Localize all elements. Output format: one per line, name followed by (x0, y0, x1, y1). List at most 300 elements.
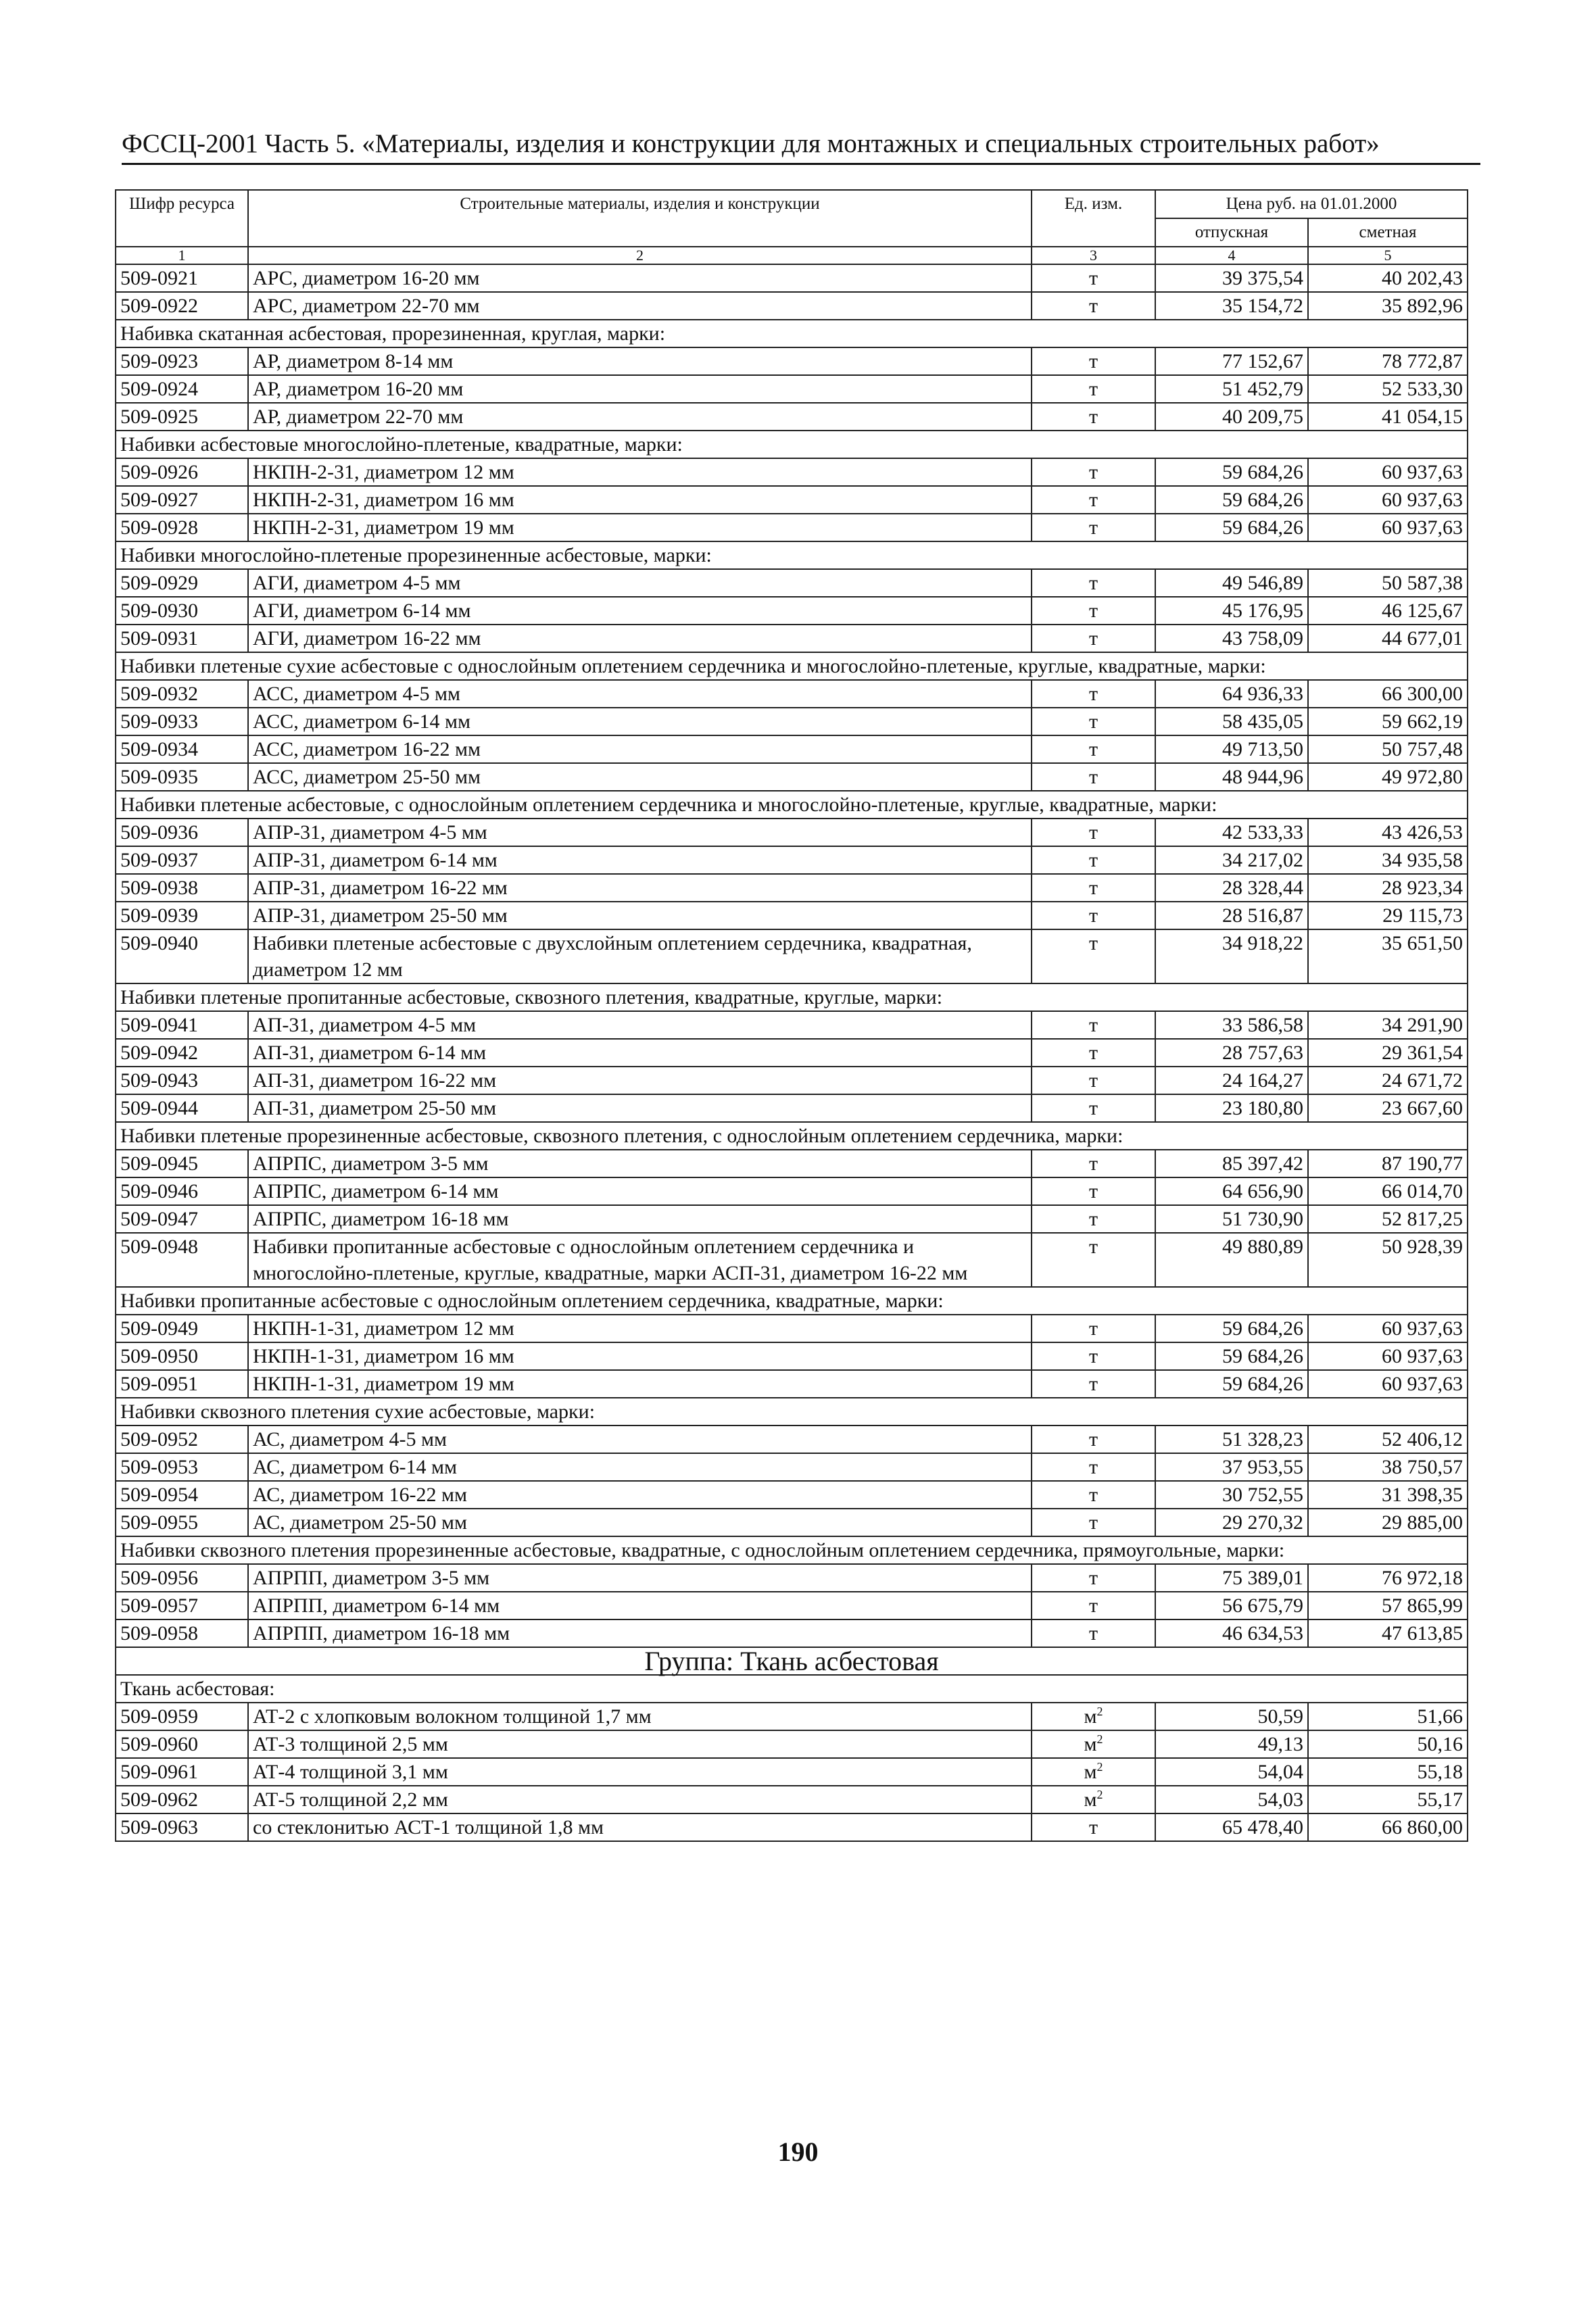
unit-cell (1032, 458, 1155, 486)
release-price: 34 918,22 (1155, 929, 1308, 983)
resource-code: 509-0955 (116, 1509, 248, 1536)
estimate-price: 29 885,00 (1308, 1509, 1468, 1536)
table-row (116, 403, 1468, 431)
material-name: Набивки пропитанные асбестовые с однослойным оплетением сердечника и многослойно-плетеные, круглые, квадратные, марки АСП-31, диаметром 16-22 мм (248, 1233, 1032, 1287)
unit-cell (1032, 1011, 1155, 1039)
estimate-price: 55,17 (1308, 1786, 1468, 1813)
unit-text: т (1088, 1428, 1098, 1451)
unit-cell (1032, 763, 1155, 791)
resource-code: 509-0937 (116, 846, 248, 874)
release-price: 49 880,89 (1155, 1233, 1308, 1287)
table-row (116, 292, 1468, 320)
unit-cell (1032, 292, 1155, 320)
release-price: 49 713,50 (1155, 735, 1308, 763)
table-row (116, 763, 1468, 791)
release-price: 28 516,87 (1155, 902, 1308, 929)
release-price: 40 209,75 (1155, 403, 1308, 431)
resource-code: 509-0962 (116, 1786, 248, 1813)
resource-code: 509-0946 (116, 1177, 248, 1205)
material-name: АСС, диаметром 16-22 мм (248, 735, 1032, 763)
table-row (116, 1011, 1468, 1039)
release-price: 64 936,33 (1155, 680, 1308, 708)
unit-text: т (1088, 267, 1098, 289)
resource-code: 509-0931 (116, 625, 248, 652)
unit-text: т (1088, 1622, 1098, 1644)
column-number: 3 (1032, 247, 1155, 264)
release-price: 59 684,26 (1155, 1370, 1308, 1398)
estimate-price: 38 750,57 (1308, 1453, 1468, 1481)
release-price: 54,04 (1155, 1758, 1308, 1786)
section-heading: Набивки асбестовые многослойно-плетеные, квадратные, марки: (116, 431, 1468, 458)
unit-text: т (1088, 1042, 1098, 1064)
estimate-price: 50 928,39 (1308, 1233, 1468, 1287)
resource-code: 509-0930 (116, 597, 248, 625)
resource-code: 509-0926 (116, 458, 248, 486)
section-heading: Набивки многослойно-плетеные прорезиненные асбестовые, марки: (116, 541, 1468, 569)
unit-cell (1032, 819, 1155, 846)
release-price: 58 435,05 (1155, 708, 1308, 735)
release-price: 59 684,26 (1155, 458, 1308, 486)
unit-cell (1032, 1425, 1155, 1453)
resource-code: 509-0957 (116, 1592, 248, 1619)
unit-cell (1032, 1813, 1155, 1841)
resource-code: 509-0921 (116, 264, 248, 292)
unit-text: т (1088, 350, 1098, 372)
unit-cell (1032, 1758, 1155, 1786)
section-heading: Набивки пропитанные асбестовые с однослойным оплетением сердечника, квадратные, марки: (116, 1287, 1468, 1315)
release-price: 46 634,53 (1155, 1619, 1308, 1647)
unit-cell (1032, 1315, 1155, 1342)
material-name: АС, диаметром 16-22 мм (248, 1481, 1032, 1509)
section-heading-row (116, 431, 1468, 458)
unit-text: т (1088, 572, 1098, 594)
unit-text: т (1088, 1511, 1098, 1534)
unit-cell (1032, 708, 1155, 735)
group-row (116, 1647, 1468, 1675)
resource-code: 509-0934 (116, 735, 248, 763)
unit-cell (1032, 486, 1155, 514)
release-price: 56 675,79 (1155, 1592, 1308, 1619)
unit-text: т (1088, 1236, 1098, 1258)
unit-cell (1032, 1453, 1155, 1481)
resource-code: 509-0941 (116, 1011, 248, 1039)
resource-code: 509-0944 (116, 1094, 248, 1122)
resource-code: 509-0942 (116, 1039, 248, 1067)
page-header: ФССЦ-2001 Часть 5. «Материалы, изделия и конструкции для монтажных и специальных строительных работ» (122, 128, 1480, 165)
table-row (116, 458, 1468, 486)
material-name: АПРПП, диаметром 6-14 мм (248, 1592, 1032, 1619)
table-row (116, 1453, 1468, 1481)
estimate-price: 66 860,00 (1308, 1813, 1468, 1841)
material-name: АПР-31, диаметром 25-50 мм (248, 902, 1032, 929)
material-name: АПРПС, диаметром 16-18 мм (248, 1205, 1032, 1233)
release-price: 35 154,72 (1155, 292, 1308, 320)
section-heading-row (116, 1675, 1468, 1703)
release-price: 85 397,42 (1155, 1150, 1308, 1177)
table-row (116, 1813, 1468, 1841)
unit-cell (1032, 597, 1155, 625)
estimate-price: 40 202,43 (1308, 264, 1468, 292)
table-row (116, 1315, 1468, 1342)
release-price: 59 684,26 (1155, 1315, 1308, 1342)
material-name: АГИ, диаметром 6-14 мм (248, 597, 1032, 625)
table-body (116, 264, 1468, 1841)
unit-text: т (1088, 1594, 1098, 1617)
unit-cell (1032, 874, 1155, 902)
material-name: АР, диаметром 16-20 мм (248, 375, 1032, 403)
material-name: АПР-31, диаметром 16-22 мм (248, 874, 1032, 902)
unit-text: т (1088, 1180, 1098, 1202)
unit-cell (1032, 1067, 1155, 1094)
header-name: Строительные материалы, изделия и конструкции (248, 190, 1032, 247)
unit-text: т (1088, 378, 1098, 400)
release-price: 48 944,96 (1155, 763, 1308, 791)
table-row (116, 874, 1468, 902)
page-number: 190 (777, 2137, 819, 2167)
unit-cell (1032, 902, 1155, 929)
table-row (116, 1342, 1468, 1370)
release-price: 65 478,40 (1155, 1813, 1308, 1841)
unit-text: м (1084, 1761, 1097, 1783)
header-estimate-price: сметная (1308, 218, 1468, 247)
release-price: 29 270,32 (1155, 1509, 1308, 1536)
unit-text: т (1088, 766, 1098, 788)
table-row (116, 597, 1468, 625)
release-price: 23 180,80 (1155, 1094, 1308, 1122)
unit-superscript: 2 (1096, 1705, 1103, 1718)
unit-text: т (1088, 1152, 1098, 1175)
table-row (116, 1619, 1468, 1647)
unit-cell (1032, 347, 1155, 375)
resource-code: 509-0924 (116, 375, 248, 403)
unit-text: т (1088, 461, 1098, 483)
resource-code: 509-0940 (116, 929, 248, 983)
release-price: 49 546,89 (1155, 569, 1308, 597)
table-row (116, 1703, 1468, 1730)
resource-code: 509-0956 (116, 1564, 248, 1592)
resource-code: 509-0951 (116, 1370, 248, 1398)
material-name: АР, диаметром 8-14 мм (248, 347, 1032, 375)
material-name: АТ-5 толщиной 2,2 мм (248, 1786, 1032, 1813)
unit-cell (1032, 1150, 1155, 1177)
release-price: 39 375,54 (1155, 264, 1308, 292)
unit-text: м (1084, 1733, 1097, 1755)
material-name: АСС, диаметром 25-50 мм (248, 763, 1032, 791)
material-name: АСС, диаметром 6-14 мм (248, 708, 1032, 735)
unit-text: м (1084, 1788, 1097, 1811)
unit-cell (1032, 846, 1155, 874)
section-heading-row (116, 1536, 1468, 1564)
release-price: 77 152,67 (1155, 347, 1308, 375)
table-row (116, 486, 1468, 514)
material-name: АПРПС, диаметром 3-5 мм (248, 1150, 1032, 1177)
estimate-price: 60 937,63 (1308, 1370, 1468, 1398)
unit-cell (1032, 1564, 1155, 1592)
material-name: АПР-31, диаметром 4-5 мм (248, 819, 1032, 846)
material-name: АС, диаметром 4-5 мм (248, 1425, 1032, 1453)
table-row (116, 1370, 1468, 1398)
table-row (116, 1039, 1468, 1067)
release-price: 51 452,79 (1155, 375, 1308, 403)
section-heading: Набивки плетеные сухие асбестовые с однослойным оплетением сердечника и многослойно-плетеные, круглые, квадратные, марки: (116, 652, 1468, 680)
unit-text: т (1088, 904, 1098, 927)
estimate-price: 87 190,77 (1308, 1150, 1468, 1177)
resource-code: 509-0923 (116, 347, 248, 375)
resource-code: 509-0948 (116, 1233, 248, 1287)
material-name: АПРПП, диаметром 3-5 мм (248, 1564, 1032, 1592)
table-row (116, 514, 1468, 541)
unit-text: т (1088, 821, 1098, 844)
resource-code: 509-0929 (116, 569, 248, 597)
release-price: 59 684,26 (1155, 1342, 1308, 1370)
header-unit: Ед. изм. (1032, 190, 1155, 247)
material-name: АПР-31, диаметром 6-14 мм (248, 846, 1032, 874)
estimate-price: 34 935,58 (1308, 846, 1468, 874)
estimate-price: 47 613,85 (1308, 1619, 1468, 1647)
estimate-price: 57 865,99 (1308, 1592, 1468, 1619)
release-price: 45 176,95 (1155, 597, 1308, 625)
unit-text: т (1088, 1373, 1098, 1395)
unit-text: т (1088, 932, 1098, 954)
section-heading-row (116, 1398, 1468, 1425)
table-row (116, 1205, 1468, 1233)
estimate-price: 52 533,30 (1308, 375, 1468, 403)
estimate-price: 60 937,63 (1308, 1315, 1468, 1342)
unit-text: т (1088, 295, 1098, 317)
price-table (115, 189, 1468, 1842)
estimate-price: 55,18 (1308, 1758, 1468, 1786)
unit-cell (1032, 375, 1155, 403)
estimate-price: 60 937,63 (1308, 1342, 1468, 1370)
estimate-price: 76 972,18 (1308, 1564, 1468, 1592)
estimate-price: 50 757,48 (1308, 735, 1468, 763)
release-price: 59 684,26 (1155, 514, 1308, 541)
estimate-price: 78 772,87 (1308, 347, 1468, 375)
material-name: НКПН-1-31, диаметром 19 мм (248, 1370, 1032, 1398)
release-price: 28 328,44 (1155, 874, 1308, 902)
table-row (116, 1786, 1468, 1813)
resource-code: 509-0945 (116, 1150, 248, 1177)
header-price: Цена руб. на 01.01.2000 (1155, 190, 1468, 218)
section-heading-row (116, 652, 1468, 680)
section-heading: Набивки плетеные пропитанные асбестовые, сквозного плетения, квадратные, круглые, марки: (116, 983, 1468, 1011)
material-name: АР, диаметром 22-70 мм (248, 403, 1032, 431)
material-name: АПРПС, диаметром 6-14 мм (248, 1177, 1032, 1205)
unit-text: т (1088, 600, 1098, 622)
material-name: АСС, диаметром 4-5 мм (248, 680, 1032, 708)
unit-text: т (1088, 1317, 1098, 1340)
section-heading-row (116, 541, 1468, 569)
unit-text: т (1088, 1069, 1098, 1092)
material-name: НКПН-1-31, диаметром 12 мм (248, 1315, 1032, 1342)
table-row (116, 1481, 1468, 1509)
resource-code: 509-0938 (116, 874, 248, 902)
table-row (116, 569, 1468, 597)
resource-code: 509-0954 (116, 1481, 248, 1509)
material-name: АС, диаметром 6-14 мм (248, 1453, 1032, 1481)
release-price: 30 752,55 (1155, 1481, 1308, 1509)
unit-cell (1032, 1233, 1155, 1287)
estimate-price: 35 651,50 (1308, 929, 1468, 983)
material-name: АРС, диаметром 16-20 мм (248, 264, 1032, 292)
unit-text: т (1088, 1345, 1098, 1367)
table-row (116, 735, 1468, 763)
section-heading-row (116, 320, 1468, 347)
unit-cell (1032, 1509, 1155, 1536)
unit-text: т (1088, 406, 1098, 428)
column-number: 5 (1308, 247, 1468, 264)
estimate-price: 34 291,90 (1308, 1011, 1468, 1039)
material-name: НКПН-1-31, диаметром 16 мм (248, 1342, 1032, 1370)
unit-cell (1032, 403, 1155, 431)
unit-cell (1032, 1177, 1155, 1205)
unit-text: м (1084, 1705, 1097, 1728)
release-price: 51 730,90 (1155, 1205, 1308, 1233)
resource-code: 509-0922 (116, 292, 248, 320)
unit-cell (1032, 1205, 1155, 1233)
estimate-price: 29 115,73 (1308, 902, 1468, 929)
unit-cell (1032, 1592, 1155, 1619)
section-heading: Набивка скатанная асбестовая, прорезиненная, круглая, марки: (116, 320, 1468, 347)
resource-code: 509-0958 (116, 1619, 248, 1647)
table-row (116, 1425, 1468, 1453)
resource-code: 509-0927 (116, 486, 248, 514)
resource-code: 509-0936 (116, 819, 248, 846)
material-name: АГИ, диаметром 4-5 мм (248, 569, 1032, 597)
unit-text: т (1088, 1456, 1098, 1478)
table-row (116, 1067, 1468, 1094)
unit-cell (1032, 569, 1155, 597)
estimate-price: 23 667,60 (1308, 1094, 1468, 1122)
section-heading: Набивки сквозного плетения прорезиненные асбестовые, квадратные, с однослойным оплетением сердечника, прямоугольные, марки: (116, 1536, 1468, 1564)
resource-code: 509-0959 (116, 1703, 248, 1730)
unit-cell (1032, 625, 1155, 652)
table-row (116, 1094, 1468, 1122)
release-price: 24 164,27 (1155, 1067, 1308, 1094)
resource-code: 509-0950 (116, 1342, 248, 1370)
unit-cell (1032, 929, 1155, 983)
unit-cell (1032, 1786, 1155, 1813)
material-name: АПРПП, диаметром 16-18 мм (248, 1619, 1032, 1647)
material-name: АГИ, диаметром 16-22 мм (248, 625, 1032, 652)
unit-cell (1032, 1481, 1155, 1509)
material-name: АТ-4 толщиной 3,1 мм (248, 1758, 1032, 1786)
table-row (116, 680, 1468, 708)
unit-text: т (1088, 489, 1098, 511)
unit-cell (1032, 1094, 1155, 1122)
release-price: 37 953,55 (1155, 1453, 1308, 1481)
table-row (116, 375, 1468, 403)
table-row (116, 846, 1468, 874)
table-row (116, 625, 1468, 652)
column-number: 1 (116, 247, 248, 264)
unit-text: т (1088, 683, 1098, 705)
release-price: 59 684,26 (1155, 486, 1308, 514)
unit-cell (1032, 264, 1155, 292)
estimate-price: 28 923,34 (1308, 874, 1468, 902)
estimate-price: 49 972,80 (1308, 763, 1468, 791)
resource-code: 509-0961 (116, 1758, 248, 1786)
estimate-price: 60 937,63 (1308, 458, 1468, 486)
unit-text: т (1088, 1208, 1098, 1230)
release-price: 33 586,58 (1155, 1011, 1308, 1039)
material-name: АП-31, диаметром 4-5 мм (248, 1011, 1032, 1039)
material-name: НКПН-2-31, диаметром 12 мм (248, 458, 1032, 486)
estimate-price: 43 426,53 (1308, 819, 1468, 846)
table-row (116, 1730, 1468, 1758)
table-row (116, 1150, 1468, 1177)
table-row (116, 1592, 1468, 1619)
table-row (116, 902, 1468, 929)
release-price: 49,13 (1155, 1730, 1308, 1758)
estimate-price: 50 587,38 (1308, 569, 1468, 597)
resource-code: 509-0953 (116, 1453, 248, 1481)
section-heading: Набивки плетеные прорезиненные асбестовые, сквозного плетения, с однослойным оплетением сердечника, марки: (116, 1122, 1468, 1150)
section-heading: Набивки сквозного плетения сухие асбестовые, марки: (116, 1398, 1468, 1425)
estimate-price: 35 892,96 (1308, 292, 1468, 320)
release-price: 51 328,23 (1155, 1425, 1308, 1453)
estimate-price: 52 406,12 (1308, 1425, 1468, 1453)
estimate-price: 60 937,63 (1308, 486, 1468, 514)
material-name: Набивки плетеные асбестовые с двухслойным оплетением сердечника, квадратная, диаметром 12 мм (248, 929, 1032, 983)
table-row (116, 347, 1468, 375)
unit-text: т (1088, 1816, 1098, 1838)
unit-cell (1032, 735, 1155, 763)
unit-cell (1032, 1619, 1155, 1647)
unit-text: т (1088, 1014, 1098, 1036)
resource-code: 509-0963 (116, 1813, 248, 1841)
material-name: АРС, диаметром 22-70 мм (248, 292, 1032, 320)
resource-code: 509-0947 (116, 1205, 248, 1233)
table-row (116, 929, 1468, 983)
unit-text: т (1088, 849, 1098, 871)
table-row (116, 1177, 1468, 1205)
header-code: Шифр ресурса (116, 190, 248, 247)
estimate-price: 66 014,70 (1308, 1177, 1468, 1205)
table-row (116, 1233, 1468, 1287)
estimate-price: 24 671,72 (1308, 1067, 1468, 1094)
section-heading-row (116, 1122, 1468, 1150)
unit-cell (1032, 1730, 1155, 1758)
resource-code: 509-0935 (116, 763, 248, 791)
estimate-price: 31 398,35 (1308, 1481, 1468, 1509)
release-price: 75 389,01 (1155, 1564, 1308, 1592)
unit-superscript: 2 (1096, 1732, 1103, 1746)
section-heading: Ткань асбестовая: (116, 1675, 1468, 1703)
estimate-price: 59 662,19 (1308, 708, 1468, 735)
resource-code: 509-0949 (116, 1315, 248, 1342)
unit-cell (1032, 680, 1155, 708)
header-release-price: отпускная (1155, 218, 1308, 247)
resource-code: 509-0960 (116, 1730, 248, 1758)
column-number: 4 (1155, 247, 1308, 264)
release-price: 42 533,33 (1155, 819, 1308, 846)
material-name: АС, диаметром 25-50 мм (248, 1509, 1032, 1536)
table-row (116, 1509, 1468, 1536)
estimate-price: 46 125,67 (1308, 597, 1468, 625)
material-name: АТ-3 толщиной 2,5 мм (248, 1730, 1032, 1758)
unit-text: т (1088, 877, 1098, 899)
group-title: Группа: Ткань асбестовая (116, 1647, 1468, 1675)
estimate-price: 50,16 (1308, 1730, 1468, 1758)
material-name: со стеклонитью АСТ-1 толщиной 1,8 мм (248, 1813, 1032, 1841)
material-name: АТ-2 с хлопковым волокном толщиной 1,7 мм (248, 1703, 1032, 1730)
release-price: 43 758,09 (1155, 625, 1308, 652)
section-heading-row (116, 1287, 1468, 1315)
estimate-price: 41 054,15 (1308, 403, 1468, 431)
section-heading-row (116, 791, 1468, 819)
unit-text: т (1088, 738, 1098, 760)
